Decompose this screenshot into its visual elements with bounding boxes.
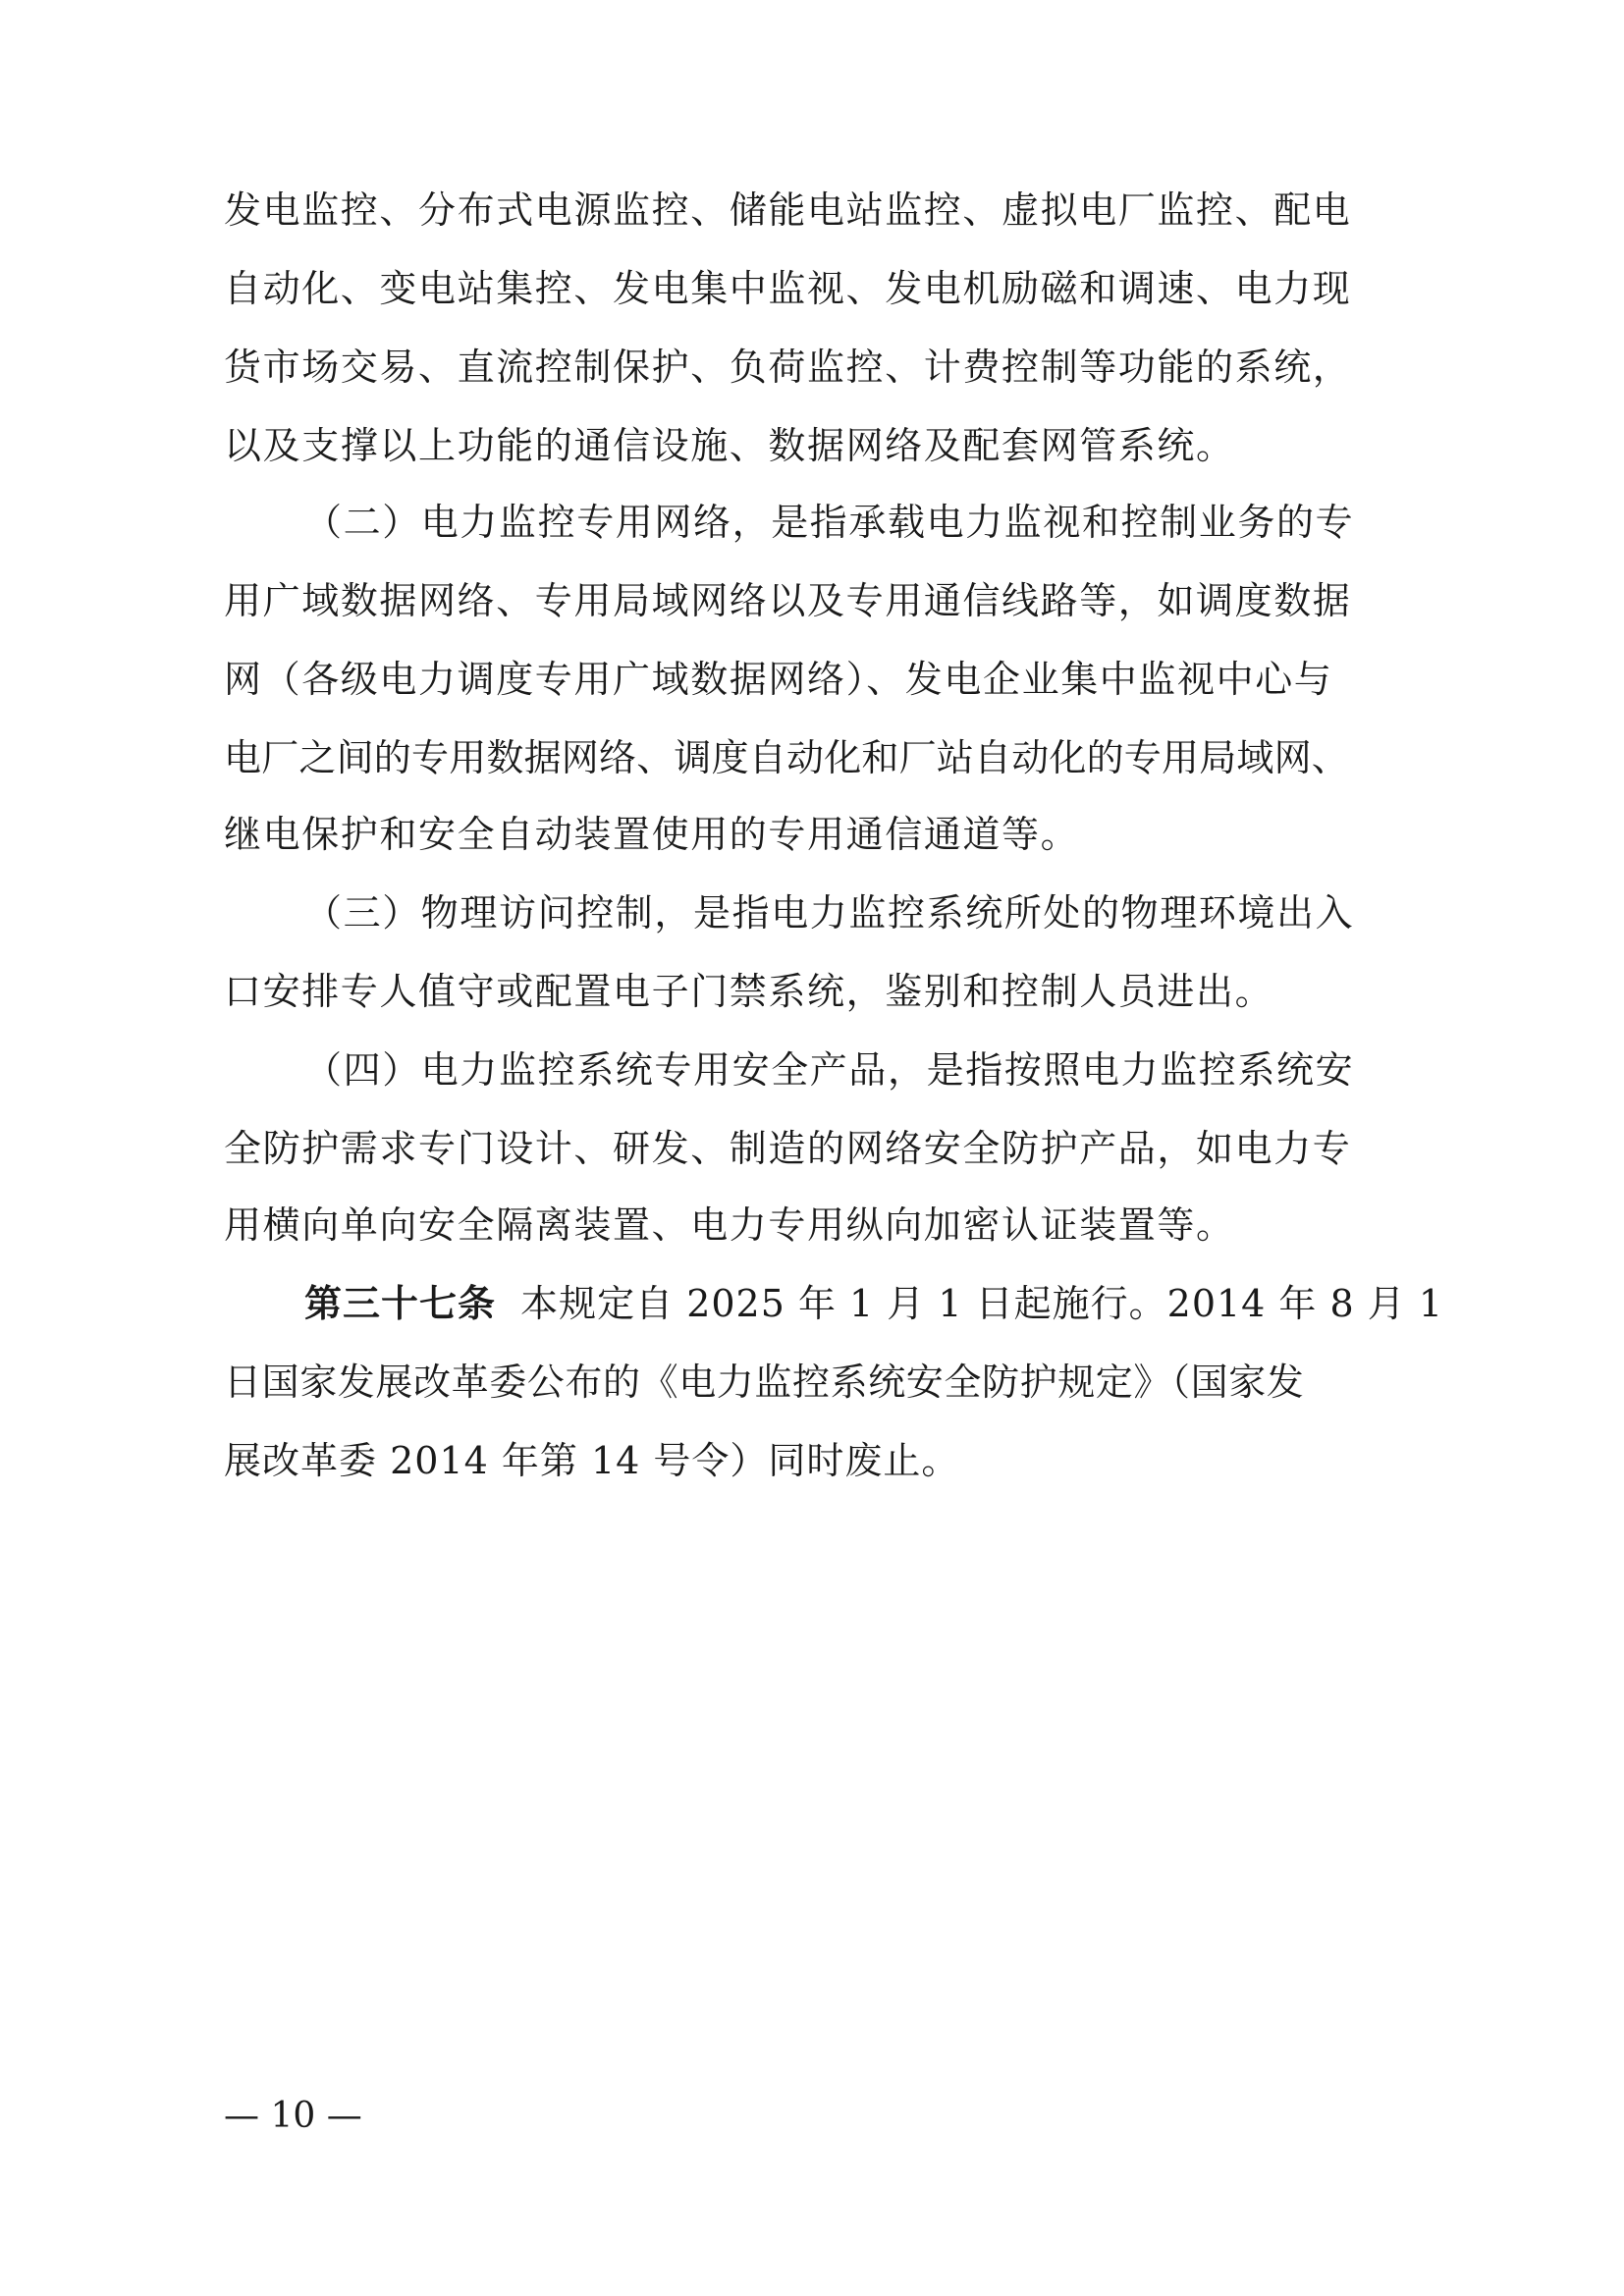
page-number: — 10 — xyxy=(224,2096,362,2136)
article-37-line-3: 展改革委 2014 年第 14 号令）同时废止。 xyxy=(224,1439,960,1482)
paragraph-4-line-1: （四）电力监控系统专用安全产品，是指按照电力监控系统安 xyxy=(304,1048,1355,1092)
paragraph-2-line-3: 网（各级电力调度专用广域数据网络）、发电企业集中监视中心与 xyxy=(224,658,1333,701)
paragraph-4-line-3: 用横向单向安全隔离装置、电力专用纵向加密认证装置等。 xyxy=(224,1203,1235,1247)
paragraph-2-line-5: 继电保护和安全自动装置使用的专用通信通道等。 xyxy=(224,813,1080,856)
paragraph-2-line-2: 用广域数据网络、专用局域网络以及专用通信线路等，如调度数据 xyxy=(224,579,1352,622)
text-line-4: 以及支撑以上功能的通信设施、数据网络及配套网管系统。 xyxy=(224,424,1235,467)
paragraph-4-line-2: 全防护需求专门设计、研发、制造的网络安全防护产品，如电力专 xyxy=(224,1127,1352,1170)
text-line-3: 货市场交易、直流控制保护、负荷监控、计费控制等功能的系统， xyxy=(224,346,1352,389)
article-37-text-start: 本规定自 2025 年 1 月 1 日起施行。2014 年 8 月 1 xyxy=(520,1282,1444,1325)
text-line-1: 发电监控、分布式电源监控、储能电站监控、虚拟电厂监控、配电 xyxy=(224,188,1352,232)
paragraph-3-line-2: 口安排专人值守或配置电子门禁系统，鉴别和控制人员进出。 xyxy=(224,970,1274,1013)
paragraph-2-line-1: （二）电力监控专用网络，是指承载电力监视和控制业务的专 xyxy=(304,501,1355,544)
article-37-title: 第三十七条 xyxy=(304,1281,497,1325)
paragraph-2-line-4: 电厂之间的专用数据网络、调度自动化和厂站自动化的专用局域网、 xyxy=(224,736,1350,779)
paragraph-3-line-1: （三）物理访问控制，是指电力监控系统所处的物理环境出入 xyxy=(304,891,1355,934)
article-37-line-1 xyxy=(304,1280,1443,1327)
article-37-line-2: 日国家发展改革委公布的《电力监控系统安全防护规定》（国家发 xyxy=(224,1361,1305,1404)
text-line-2: 自动化、变电站集控、发电集中监视、发电机励磁和调速、电力现 xyxy=(224,267,1352,310)
